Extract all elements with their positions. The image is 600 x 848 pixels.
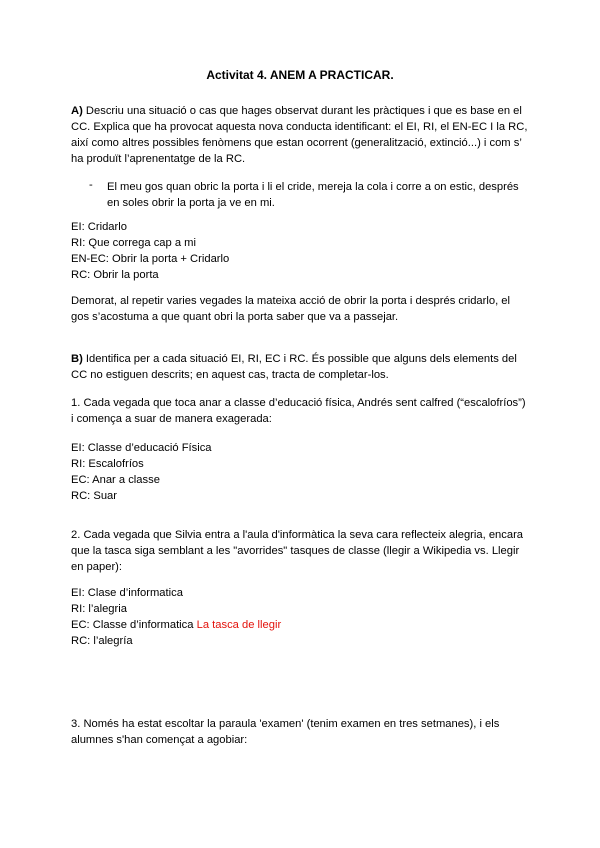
section-a-intro (71, 103, 531, 167)
case-1-line-1: 1. Cada vegada que toca anar a classe d’educació física, Andrés sent calfred (“escalofríos”) (71, 397, 526, 409)
page-title: Activitat 4. ANEM A PRACTICAR. (206, 68, 394, 82)
bullet-line-1: El meu gos quan obric la porta i li el cride, mereja la cola i corre a on estic, després (107, 181, 519, 193)
section-a-line-1: A) Descriu una situació o cas que hages observat durant les pràctiques i que es base en el (71, 105, 522, 117)
bullet-marker: - (89, 179, 93, 191)
case-2-ec-prefix: EC: Classe d’informatica (71, 619, 197, 631)
case-2-line-1: 2. Cada vegada que Silvia entra a l'aula d'informàtica la seva cara reflecteix alegria, encara (71, 529, 524, 541)
case-2-rc: RC: l’alegría (71, 635, 133, 647)
section-a-elements (71, 219, 531, 283)
section-b-intro (71, 351, 531, 383)
section-b-label: B) (71, 353, 83, 365)
case-1-ec: EC: Anar a classe (71, 474, 160, 486)
conclusion-line-1: Demorat, al repetir varies vegades la mateixa acció de obrir la porta i després cridarlo, el (71, 295, 511, 307)
case-2-ei: EI: Clase d’informatica (71, 587, 183, 599)
case-1-text (71, 395, 531, 427)
conclusion-line-2: gos s’acostuma a que quant obri la porta saber que va a passejar. (71, 311, 399, 323)
section-b-line-1: B) Identifica per a cada situació EI, RI, EC i RC. És possible que alguns dels elements del (71, 353, 517, 365)
case-1-ei: EI: Classe d’educació Física (71, 442, 212, 454)
case-2-line-3: en paper): (71, 561, 122, 573)
section-a-conclusion (71, 293, 531, 325)
case-2-text (71, 527, 531, 575)
section-a-line-3: així como altres possibles fenòmens que estan ocorrent (generalització, extinció...) i com s’ (71, 137, 522, 149)
element-rc: RC: Obrir la porta (71, 269, 159, 281)
section-a-line-2: CC. Explica que ha provocat aquesta nova conducta identificant: el EI, RI, el EN-EC I la RC, (71, 121, 528, 133)
case-2-elements (71, 585, 531, 649)
case-1-ri: RI: Escalofríos (71, 458, 144, 470)
element-ei: EI: Cridarlo (71, 221, 127, 233)
case-1-rc: RC: Suar (71, 490, 118, 502)
section-a-label: A) (71, 105, 83, 117)
case-2-line-2: que la tasca siga semblant a les "avorrides" tasques de classe (llegir a Wikipedia vs. Llegir (71, 545, 520, 557)
case-2-ri: RI: l’alegria (71, 603, 127, 615)
bullet-line-2: en soles obrir la porta ja ve en mi. (107, 197, 275, 209)
element-en-ec: EN-EC: Obrir la porta + Cridarlo (71, 253, 230, 265)
case-3-line-1: 3. Només ha estat escoltar la paraula 'examen' (tenim examen en tres setmanes), i els (71, 718, 500, 730)
section-a-line-4: ha produït l’aprenentatge de la RC. (71, 153, 246, 165)
case-3-text (71, 716, 531, 748)
bullet-text (107, 179, 537, 211)
case-1-elements (71, 440, 531, 504)
case-2-ec-highlight: La tasca de llegir (196, 619, 282, 631)
element-ri: RI: Que correga cap a mi (71, 237, 196, 249)
case-1-line-2: i comença a suar de manera exagerada: (71, 413, 272, 425)
case-2-ec (71, 617, 531, 633)
section-b-line-2: CC no estiguen descrits; en aquest cas, tracta de completar-los. (71, 369, 389, 381)
case-3-line-2: alumnes s'han començat a agobiar: (71, 734, 248, 746)
